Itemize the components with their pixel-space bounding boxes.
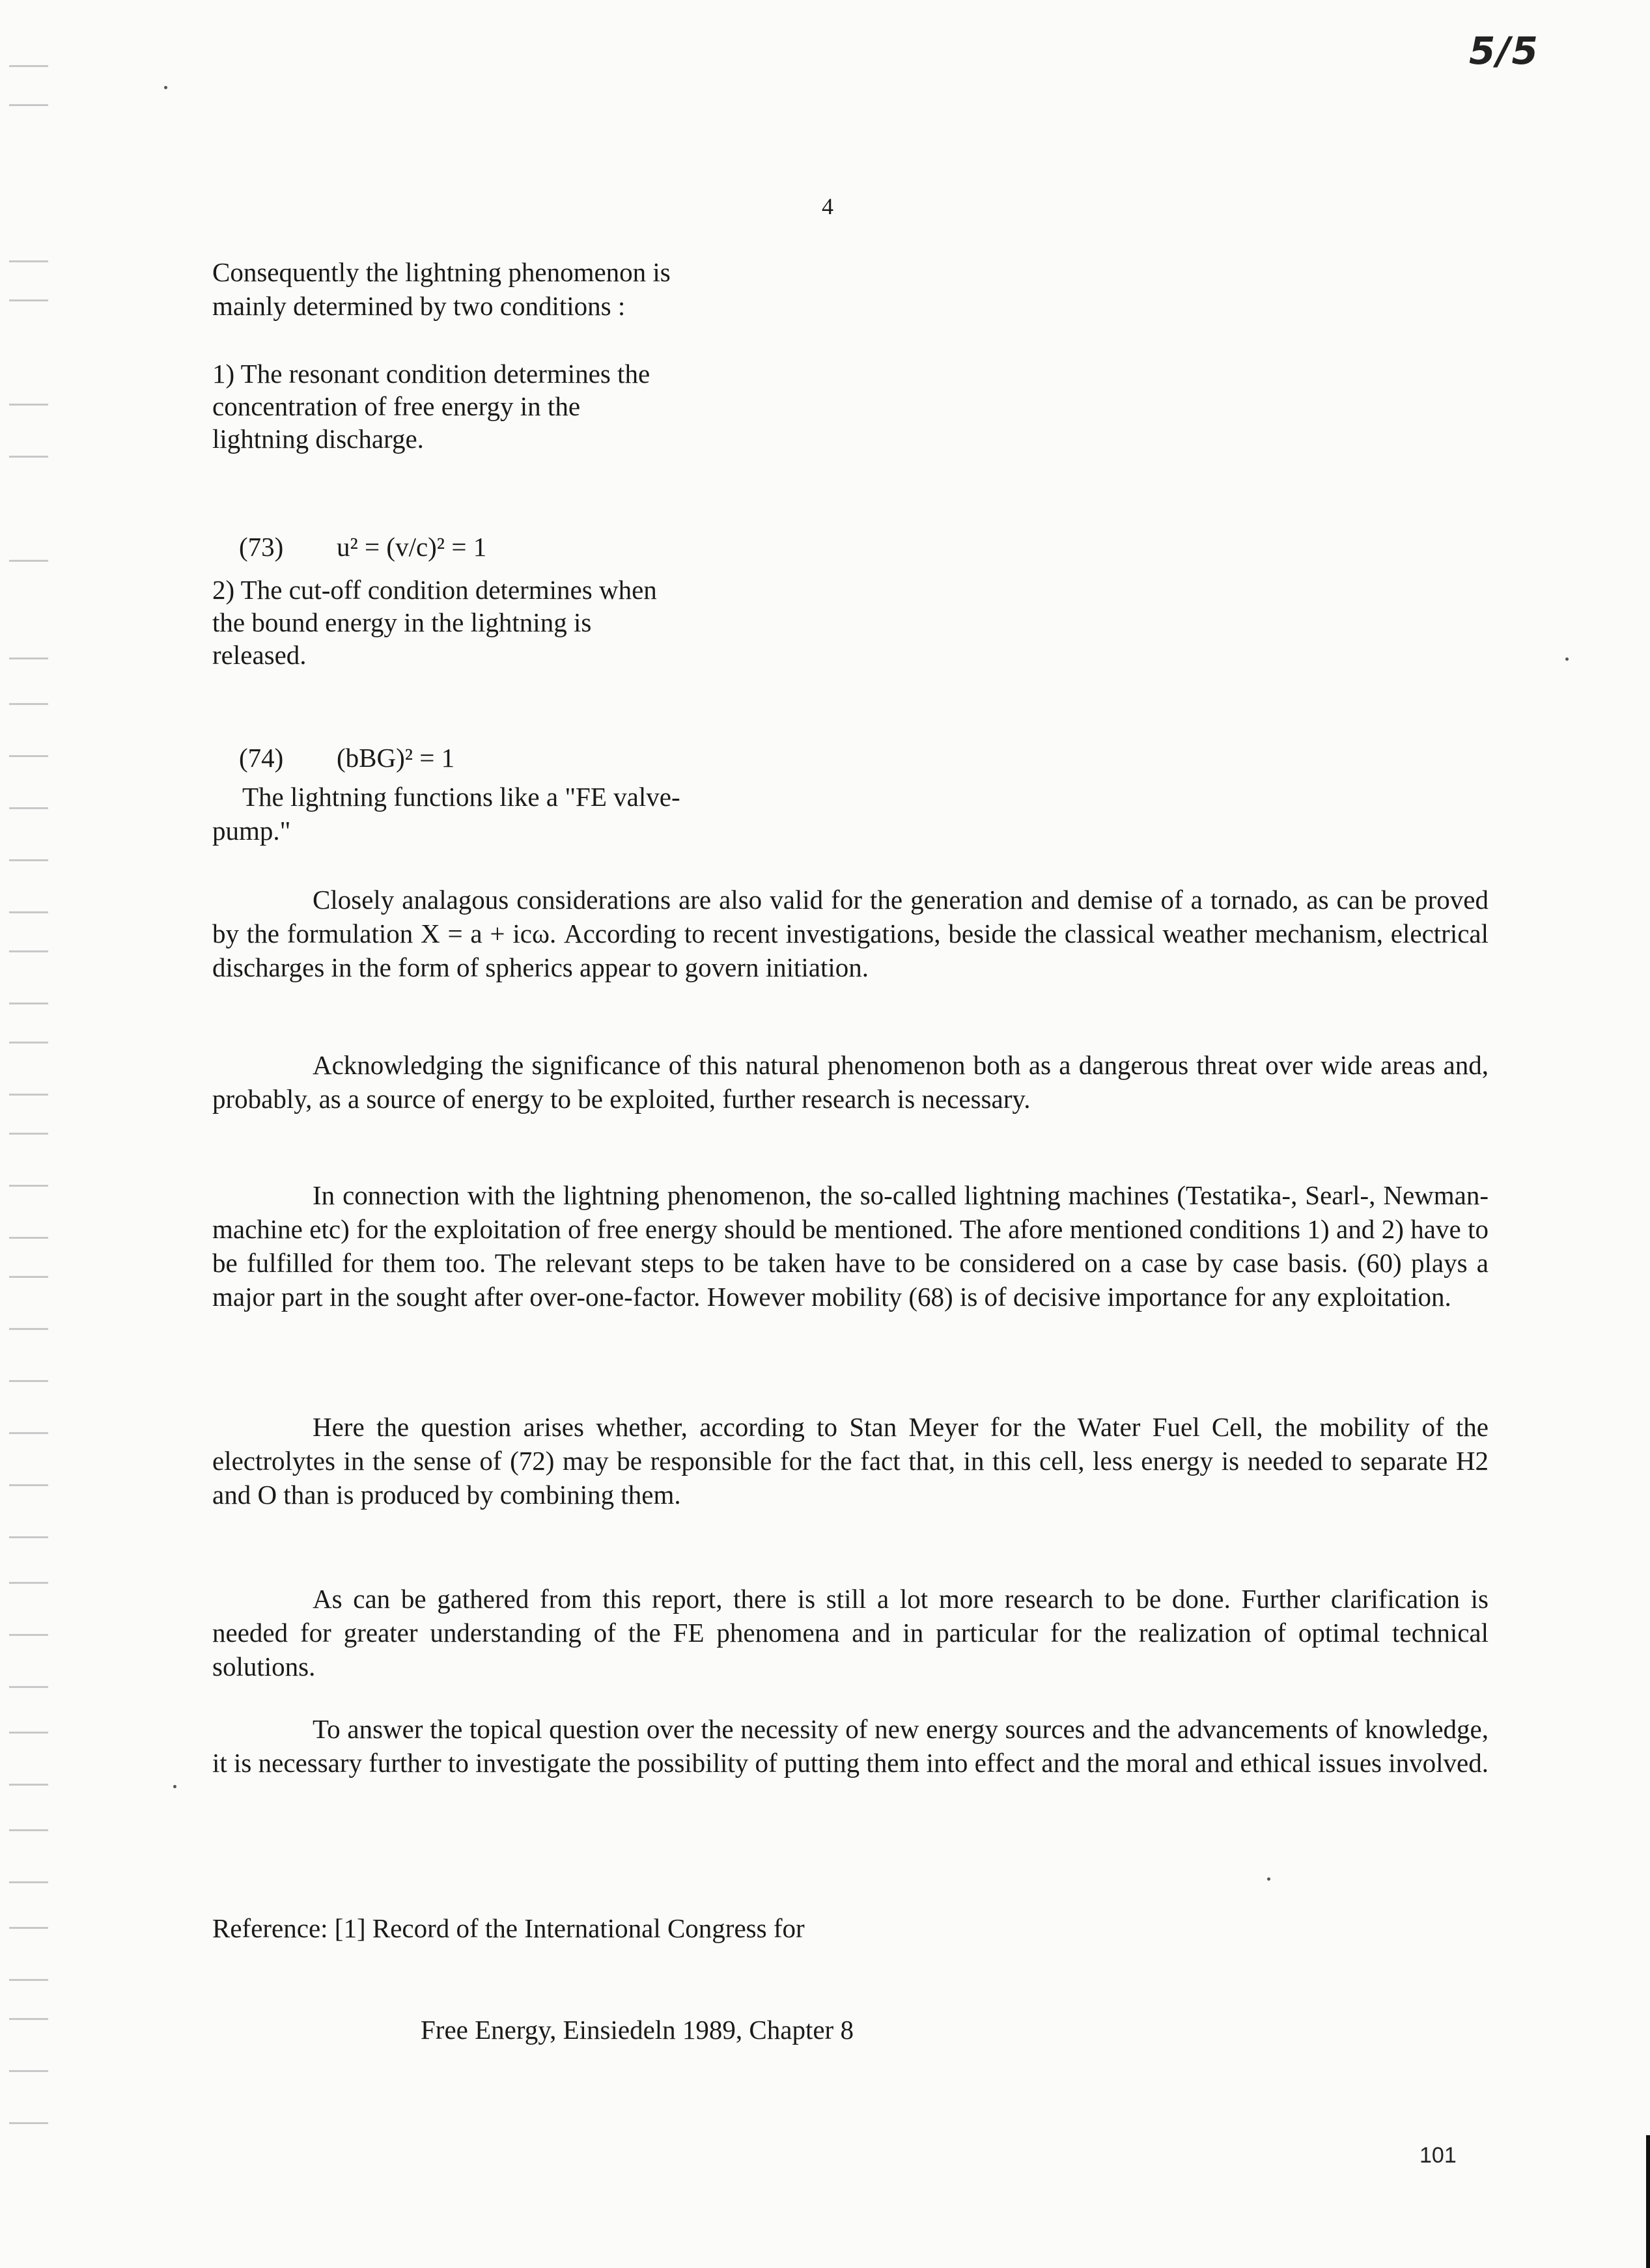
binder-edge-mark (9, 859, 48, 861)
binder-edge-mark (9, 657, 48, 659)
binder-edge-mark (9, 950, 48, 952)
condition2-line-1: 2) The cut-off condition determines when (212, 575, 657, 605)
binder-edge-mark (9, 1003, 48, 1004)
valve-line-2: pump." (212, 816, 291, 846)
binder-edge-mark (9, 2122, 48, 2124)
binder-edge-mark (9, 1829, 48, 1831)
reference-line-1: [1] Record of the International Congress for (334, 1913, 805, 1943)
binder-edge-mark (9, 1686, 48, 1688)
binder-edge-mark (9, 1432, 48, 1434)
reference-line-2: Free Energy, Einsiedeln 1989, Chapter 8 (421, 2015, 854, 2045)
binder-edge-mark (9, 1881, 48, 1883)
binder-edge-mark (9, 404, 48, 406)
binder-edge-mark (9, 104, 48, 106)
scan-speck (1565, 657, 1569, 661)
paragraph-tornado: Closely analagous considerations are also valid for the generation and demise of a tornado, as can be proved by the formulation X = a + icω. According to recent investigations, beside the classical weather mechanism, electrical discharges in the form of spherics appear to govern initiation. (212, 885, 1489, 982)
binder-edge-mark (9, 1328, 48, 1330)
paragraph-water-fuel-cell: Here the question arises whether, according to Stan Meyer for the Water Fuel Cell, the mobility of the electrolytes in the sense of (72) may be responsible for the fact that, in this cell, less energy is needed to separate H2 and O than is produced by combining them. (212, 1412, 1489, 1510)
reference-label: Reference: (212, 1913, 328, 1943)
binder-edge-mark (9, 1536, 48, 1538)
binder-edge-mark (9, 807, 48, 809)
condition2-line-2: the bound energy in the lightning is (212, 607, 592, 637)
scan-speck (164, 86, 167, 89)
intro-line-2: mainly determined by two conditions : (212, 291, 626, 321)
equation-74-number: (74) (239, 743, 284, 773)
binder-edge-mark (9, 456, 48, 458)
binder-edge-mark (9, 1732, 48, 1734)
binder-edge-mark (9, 299, 48, 301)
equation-74-formula: (bBG)² = 1 (337, 743, 455, 773)
binder-edge-marks (0, 0, 59, 2268)
binder-edge-mark (9, 560, 48, 562)
valve-line-1: The lightning functions like a "FE valve- (242, 782, 680, 812)
scan-speck (173, 1785, 176, 1788)
binder-edge-mark (9, 1927, 48, 1929)
paragraph-topical-question: To answer the topical question over the necessity of new energy sources and the advancements of knowledge, it is necessary further to investigate the possibility of putting them into effect and the moral and ethical issues involved. (212, 1714, 1489, 1778)
binder-edge-mark (9, 1784, 48, 1786)
paragraph-acknowledging: Acknowledging the significance of this natural phenomenon both as a dangerous threat over wide areas and, probably, as a source of energy to be exploited, further research is necessary. (212, 1050, 1489, 1114)
page-number-top: 4 (822, 193, 833, 219)
equation-73-formula: u² = (v/c)² = 1 (337, 532, 487, 562)
binder-edge-mark (9, 1094, 48, 1096)
binder-edge-mark (9, 1582, 48, 1584)
paragraph-further-research: As can be gathered from this report, there is still a lot more research to be done. Further clarification is needed for greater understanding of the FE phenomena and in particular for the realization of optimal technical solutions. (212, 1584, 1489, 1681)
scan-edge-bar (1646, 2135, 1650, 2268)
intro-line-1: Consequently the lightning phenomenon is (212, 257, 671, 287)
binder-edge-mark (9, 65, 48, 67)
condition1-line-1: 1) The resonant condition determines the (212, 359, 650, 389)
binder-edge-mark (9, 1133, 48, 1135)
scan-speck (1267, 1877, 1270, 1881)
paragraph-lightning-machines: In connection with the lightning phenomenon, the so-called lightning machines (Testatika-, Searl-, Newman- machine etc) for the exploitation of free energy should be mentioned. The afore mentioned conditions 1) and 2) have to be fulfilled for them too. The relevant steps to be taken have to be considered on a case by case basis. (60) plays a major part in the sought after over-one-factor. However mobility (68) is of decisive importance for any exploitation. (212, 1180, 1489, 1312)
condition2-line-3: released. (212, 640, 307, 670)
footer-page-number: 101 (1419, 2143, 1457, 2168)
binder-edge-mark (9, 2070, 48, 2072)
binder-edge-mark (9, 1979, 48, 1981)
binder-edge-mark (9, 703, 48, 705)
binder-edge-mark (9, 1380, 48, 1382)
condition1-line-3: lightning discharge. (212, 424, 424, 454)
binder-edge-mark (9, 1185, 48, 1187)
equation-73-number: (73) (239, 532, 284, 562)
binder-edge-mark (9, 1484, 48, 1486)
binder-edge-mark (9, 1042, 48, 1044)
binder-edge-mark (9, 1634, 48, 1636)
binder-edge-mark (9, 260, 48, 262)
binder-edge-mark (9, 1276, 48, 1278)
handwritten-page-mark: 5/5 (1469, 29, 1539, 73)
binder-edge-mark (9, 755, 48, 757)
condition1-line-2: concentration of free energy in the (212, 391, 581, 421)
binder-edge-mark (9, 1237, 48, 1239)
reference-block (212, 1844, 854, 2114)
binder-edge-mark (9, 911, 48, 913)
binder-edge-mark (9, 2018, 48, 2020)
